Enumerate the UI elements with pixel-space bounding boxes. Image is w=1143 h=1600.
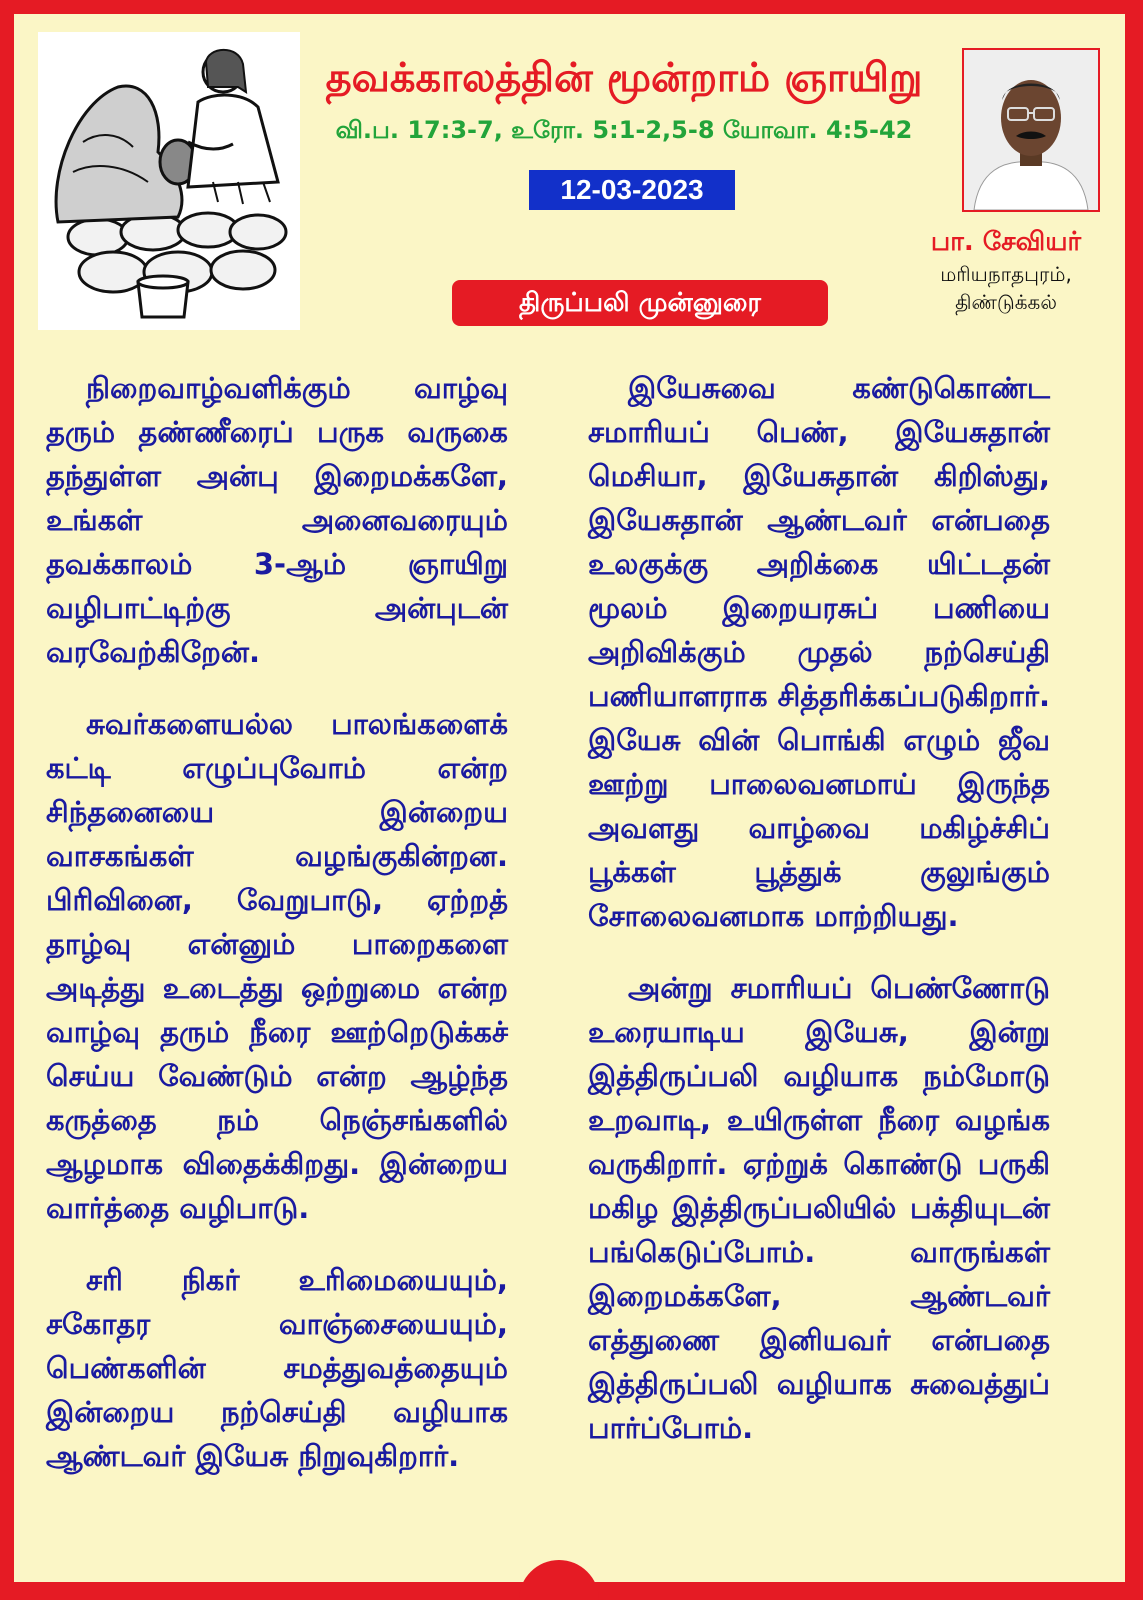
jesus-samaritan-woman-illustration bbox=[38, 32, 300, 330]
paragraph: நிறைவாழ்வளிக்கும் வாழ்வு தரும் தண்ணீரைப் பருக வருகை தந்துள்ள அன்பு இறைமக்களே, உங்கள் அனைவரையும் தவக்காலம் 3-ஆம் ஞாயிறு வழிபாட்டிற்கு அன்புடன் வரவேற்கிறேன். bbox=[46, 371, 508, 669]
section-banner: திருப்பலி முன்னுரை bbox=[452, 280, 828, 326]
paragraph: இயேசுவை கண்டுகொண்ட சமாரியப் பெண், இயேசுதான் மெசியா, இயேசுதான் கிறிஸ்து, இயேசுதான் ஆண்டவர் என்பதை உலகுக்கு அறிக்கை யிட்டதன் மூலம் இறையரசுப் பணியை அறிவிக்கும் முதல் நற்செய்தி பணியாளராக சித்தரிக்கப்படுகிறார். இயேசு வின் பொங்கி எழும் ஜீவ ஊற்று பாலைவனமாய் இருந்த அவளது வாழ்வை மகிழ்ச்சிப் பூக்கள் பூத்துக் குலுங்கும் சோலைவனமாக மாற்றியது. bbox=[588, 371, 1051, 933]
scripture-readings: வி.ப. 17:3-7, உரோ. 5:1-2,5-8 யோவா. 4:5-42 bbox=[335, 116, 913, 144]
author-photo bbox=[962, 48, 1100, 212]
author-place-line: திண்டுக்கல் bbox=[955, 290, 1057, 314]
paragraph: சுவர்களையல்ல பாலங்களைக் கட்டி எழுப்புவோம் என்ற சிந்தனையை இன்றைய வாசகங்கள் வழங்குகின்றன. பிரிவினை, வேறுபாடு, ஏற்றத் தாழ்வு என்னும் பாறைகளை அடித்து உடைத்து ஒற்றுமை என்ற வாழ்வு தரும் நீரை ஊற்றெடுக்கச் செய்ய வேண்டும் என்ற ஆழ்ந்த கருத்தை நம் நெஞ்சங்களில் ஆழமாக விதைக்கிறது. இன்றைய வார்த்தை வழிபாடு. bbox=[46, 707, 508, 1225]
right-column bbox=[588, 366, 1050, 1478]
paragraph: அன்று சமாரியப் பெண்ணோடு உரையாடிய இயேசு, இன்று இத்திருப்பலி வழியாக நம்மோடு உறவாடி, உயிருள்ள நீரை வழங்க வருகிறார். ஏற்றுக் கொண்டு பருகி மகிழ இத்திருப்பலியில் பக்தியுடன் பங்கெடுப்போம். வாருங்கள் இறைமக்களே, ஆண்டவர் எத்துணை இனியவர் என்பதை இத்திருப்பலி வழியாக சுவைத்துப் பார்ப்போம். bbox=[588, 971, 1050, 1445]
author-place-line: மரியநாதபுரம், bbox=[940, 262, 1072, 286]
author-place bbox=[894, 260, 1118, 316]
page-content bbox=[14, 14, 1125, 1582]
paragraph: சரி நிகர் உரிமையையும், சகோதர வாஞ்சையையும், பெண்களின் சமத்துவத்தையும் இன்றைய நற்செய்தி வழியாக ஆண்டவர் இயேசு நிறுவுகிறார். bbox=[46, 1263, 508, 1473]
left-column bbox=[46, 366, 508, 1506]
page-title: தவக்காலத்தின் மூன்றாம் ஞாயிறு bbox=[325, 55, 923, 101]
date-badge: 12-03-2023 bbox=[529, 170, 735, 210]
author-name: பா. சேவியர் bbox=[930, 227, 1082, 257]
